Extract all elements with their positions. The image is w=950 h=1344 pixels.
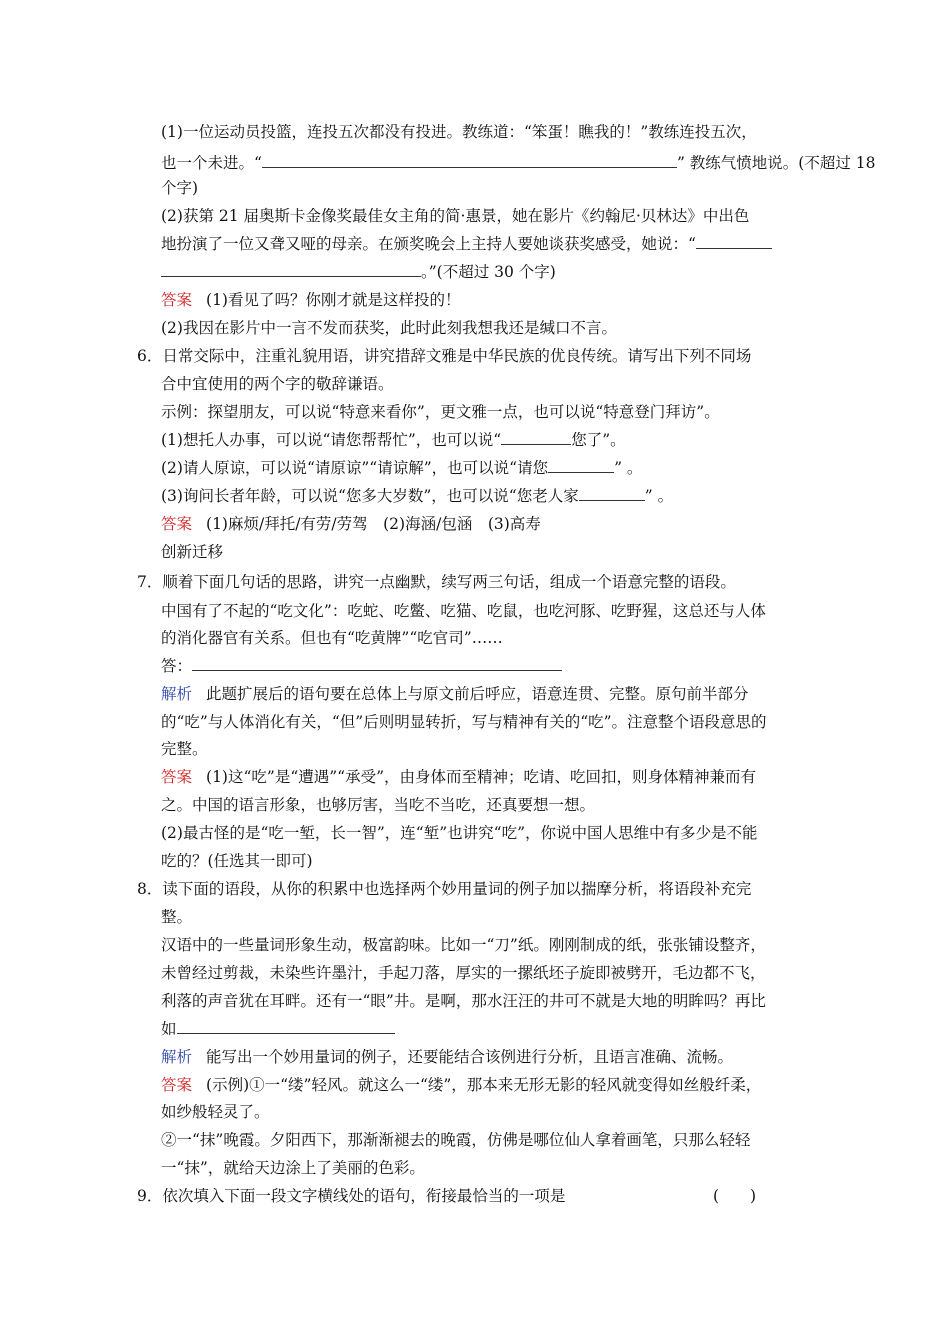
q5-answer-text-1: (1)看见了吗？你刚才就是这样投的！ <box>206 291 461 309</box>
q7-answer-line4: 吃的？(任选其一即可) <box>161 852 313 870</box>
q8-analysis-text: 能写出一个妙用量词的例子，还要能结合该例进行分析，且语言准确、流畅。 <box>206 1048 734 1066</box>
q6-stem-line1: 6．日常交际中，注重礼貌用语，讲究措辞文雅是中华民族的优良传统。请写出下列不同场 <box>137 347 752 365</box>
section-heading: 创新迁移 <box>161 543 224 561</box>
q6-item1 <box>161 429 626 451</box>
q8-answer-blank[interactable] <box>177 1019 395 1034</box>
answer-label: 答案 <box>161 515 193 533</box>
q8-passage-end: 如 <box>161 1020 177 1038</box>
q8-answer-line4: 一“抹”，就给天边涂上了美丽的色彩。 <box>161 1159 425 1177</box>
q8-answer-line2: 如纱般轻灵了。 <box>161 1103 270 1121</box>
q9-stem: 9．依次填入下面一段文字横线处的语句，衔接最恰当的一项是 <box>137 1187 566 1205</box>
q8-stem-line2: 整。 <box>161 908 193 926</box>
q5-part2-answer-blank-end[interactable] <box>161 262 421 277</box>
q7-answer-line2: 之。中国的语言形象，也够厉害，当吃不当吃，还真要想一想。 <box>161 796 596 814</box>
q6-item1-text: (1)想托人办事，可以说“请您帮帮忙”，也可以说“ <box>161 431 502 449</box>
q7-answer-prompt: 答： <box>161 657 193 675</box>
q7-stem: 7．顺着下面几句话的思路，讲究一点幽默，续写两三句话，组成一个语意完整的语段。 <box>137 573 736 591</box>
q8-answer-text-1: (示例)①一“缕”轻风。就这么一“缕”，那本来无形无影的轻风就变得如丝般纤柔， <box>206 1076 762 1094</box>
q5-part1-text-before-blank: 也一个未进。“ <box>161 154 262 172</box>
q6-stem-line2: 合中宜使用的两个字的敬辞谦语。 <box>161 375 394 393</box>
q5-answer-line2: (2)我因在影片中一言不发而获奖，此时此刻我想我还是缄口不言。 <box>161 319 617 337</box>
q8-stem-line1: 8．读下面的语段，从你的积累中也选择两个妙用量词的例子加以揣摩分析，将语段补充完 <box>137 880 752 898</box>
q7-answer-line <box>161 655 562 677</box>
q5-part2-answer-blank-start[interactable] <box>696 234 772 249</box>
q5-part2-text-end: 。”(不超过 30 个字) <box>421 263 556 281</box>
q7-analysis-line3: 完整。 <box>161 740 208 758</box>
q5-part1-line3: 个字) <box>161 179 199 197</box>
q6-item2-text: (2)请人原谅，可以说“请原谅”“请谅解”，也可以说“请您 <box>161 459 549 477</box>
q6-example: 示例：探望朋友，可以说“特意来看你”，更文雅一点，也可以说“特意登门拜访”。 <box>161 403 720 421</box>
q5-part1-line1: (1)一位运动员投篮，连投五次都没有投进。教练道：“笨蛋！瞧我的！”教练连投五次， <box>161 123 757 141</box>
q6-item3 <box>161 485 673 507</box>
q7-answer <box>161 766 756 788</box>
q8-passage-line4 <box>161 1018 395 1040</box>
q5-part2-line2 <box>161 233 772 255</box>
q7-analysis <box>161 683 749 705</box>
q7-answer-text-1: (1)这“吃”是“遭遇”“承受”，由身体而至精神；吃请、吃回扣，则身体精神兼而有 <box>206 768 757 786</box>
q7-passage-line2: 的消化器官有关系。但也有“吃黄牌”“吃官司”…… <box>161 629 503 647</box>
q7-analysis-text-1: 此题扩展后的语句要在总体上与原文前后呼应，语意连贯、完整。原句前半部分 <box>206 685 749 703</box>
q6-item2 <box>161 457 642 479</box>
q8-passage-line3: 利落的声音犹在耳畔。还有一“眼”井。是啊，那水汪汪的井可不就是大地的明眸吗？再比 <box>161 992 766 1010</box>
q6-item3-text-end: ” 。 <box>644 487 674 505</box>
q7-answer-line3: (2)最古怪的是“吃一堑，长一智”，连“堑”也讲究“吃”，你说中国人思维中有多少是不能 <box>161 824 758 842</box>
q7-passage-line1: 中国有了不起的“吃文化”：吃蛇、吃鳖、吃猫、吃鼠，也吃河豚、吃野猩，这总还与人体 <box>161 602 766 620</box>
q8-passage-line2: 未曾经过剪裁，未染些许墨汁，手起刀落，厚实的一摞纸坯子旋即被劈开，毛边都不飞， <box>161 964 766 982</box>
q5-part1-answer-blank[interactable] <box>262 153 677 168</box>
q5-part2-line1: (2)获第 21 届奥斯卡金像奖最佳女主角的简·惠景，她在影片《约翰尼·贝林达》中出色 <box>161 207 750 225</box>
q6-item3-blank[interactable] <box>579 486 645 501</box>
q5-answer <box>161 289 460 311</box>
q7-analysis-line2: 的“吃”与人体消化有关，“但”后则明显转折，写与精神有关的“吃”。注意整个语段意思的 <box>161 713 767 731</box>
q8-answer <box>161 1074 761 1096</box>
q6-answer-text: (1)麻烦/拜托/有劳/劳驾 (2)海涵/包涵 (3)高寿 <box>206 515 541 533</box>
q8-answer-line3: ②一“抹”晚霞。夕阳西下，那渐渐褪去的晚霞，仿佛是哪位仙人拿着画笔，只那么轻轻 <box>161 1131 751 1149</box>
q8-analysis <box>161 1046 733 1068</box>
q6-answer <box>161 513 541 535</box>
q9-answer-paren[interactable]: ( ) <box>713 1187 757 1205</box>
q5-part2-line3 <box>161 261 556 283</box>
q6-item2-blank[interactable] <box>548 458 614 473</box>
q5-part1-line2 <box>161 152 876 174</box>
q6-item1-blank[interactable] <box>501 430 571 445</box>
analysis-label: 解析 <box>161 1048 193 1066</box>
q6-item1-text-end: 您了”。 <box>571 431 626 449</box>
q6-item3-text: (3)询问长者年龄，可以说“您多大岁数”，也可以说“您老人家 <box>161 487 579 505</box>
answer-label: 答案 <box>161 768 193 786</box>
q6-item2-text-end: ” 。 <box>614 459 643 477</box>
q8-passage-line1: 汉语中的一些量词形象生动，极富韵味。比如一“刀”纸。刚刚制成的纸，张张铺设整齐， <box>161 936 766 954</box>
analysis-label: 解析 <box>161 685 193 703</box>
q5-part2-text: 地扮演了一位又聋又哑的母亲。在颁奖晚会上主持人要她谈获奖感受，她说：“ <box>161 235 696 253</box>
q5-part1-text-after-blank: ” 教练气愤地说。(不超过 18 <box>676 154 876 172</box>
answer-label: 答案 <box>161 1076 193 1094</box>
q7-answer-blank[interactable] <box>192 656 562 671</box>
answer-label: 答案 <box>161 291 193 309</box>
